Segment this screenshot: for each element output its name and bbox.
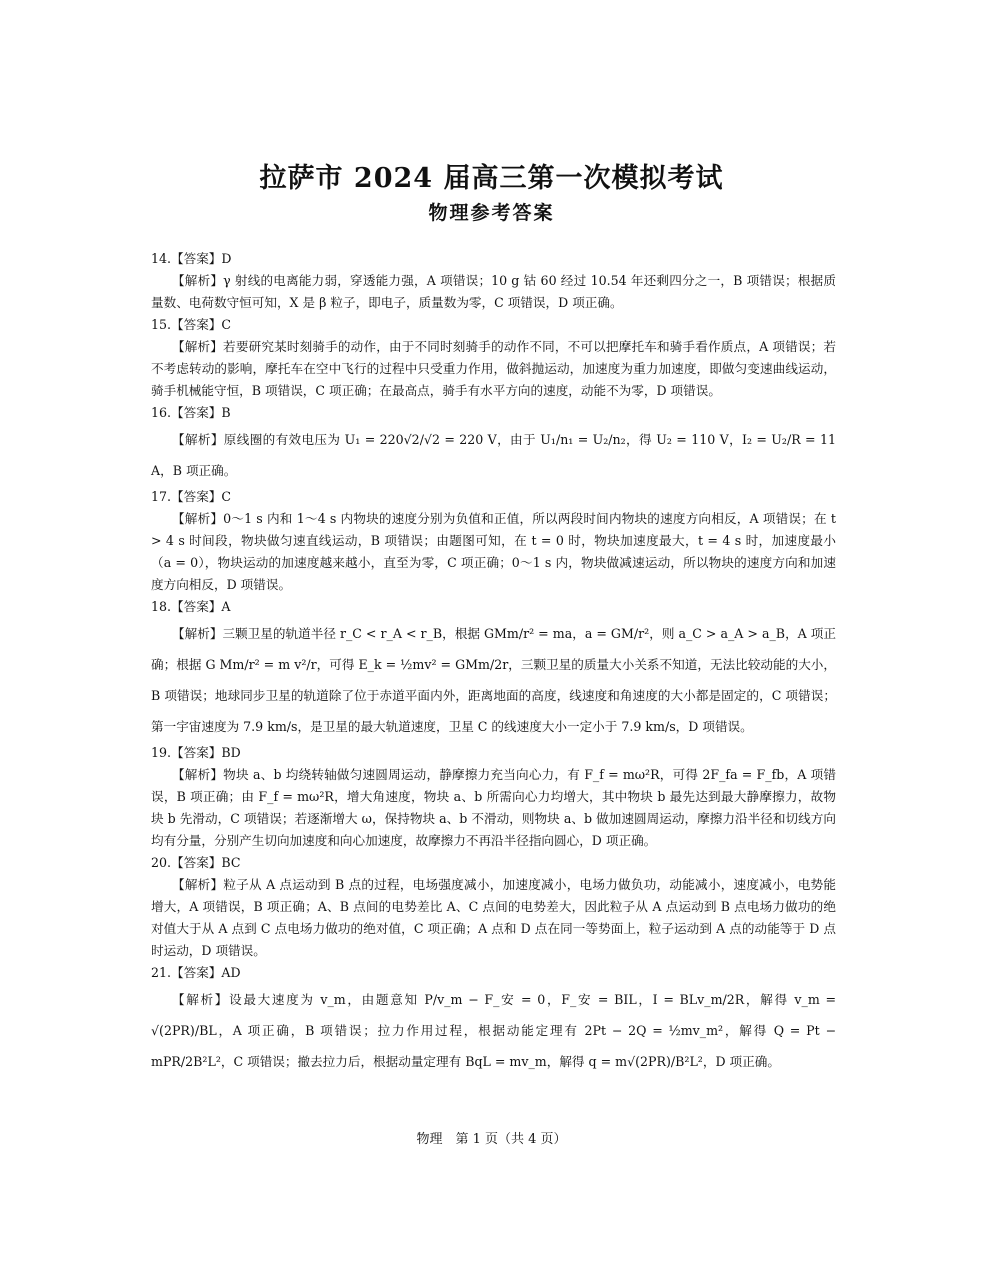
answer-line: 20.【答案】BC bbox=[151, 855, 241, 870]
page-title: 拉萨市 2024 届高三第一次模拟考试 bbox=[259, 163, 724, 194]
answer-line: 15.【答案】C bbox=[151, 317, 232, 332]
answer-list bbox=[151, 248, 836, 1077]
answer-line: 17.【答案】C bbox=[151, 489, 232, 504]
answer-item-20 bbox=[151, 852, 836, 962]
answer-line: 21.【答案】AD bbox=[151, 965, 241, 980]
explanation-text: 【解析】γ 射线的电离能力弱，穿透能力强，A 项错误；10 g 钴 60 经过 10.54 年还剩四分之一，B 项错误；根据质量数、电荷数守恒可知，X 是 β 粒子，即电子，质量数为零，C 项错误，D 项正确。 bbox=[151, 273, 836, 310]
explanation-text: 【解析】原线圈的有效电压为 U₁ = 220√2/√2 = 220 V，由于 U₁/n₁ = U₂/n₂，得 U₂ = 110 V，I₂ = U₂/R = 11 A，B 项正确。 bbox=[151, 432, 836, 478]
answer-item-15 bbox=[151, 314, 836, 402]
page-subtitle: 物理参考答案 bbox=[428, 202, 555, 224]
page-footer: 物理 第 1 页（共 4 页） bbox=[416, 1132, 567, 1147]
answer-item-21 bbox=[151, 962, 836, 1077]
answer-line: 14.【答案】D bbox=[151, 251, 232, 266]
answer-item-17 bbox=[151, 486, 836, 596]
explanation-text: 【解析】若要研究某时刻骑手的动作，由于不同时刻骑手的动作不同，不可以把摩托车和骑手看作质点，A 项错误；若不考虑转动的影响，摩托车在空中飞行的过程中只受重力作用，做斜抛运动，加速度为重力加速度，即做匀变速曲线运动，骑手机械能守恒，B 项错误，C 项正确；在最高点，骑手有水平方向的速度，动能不为零，D 项错误。 bbox=[151, 339, 836, 398]
answer-item-16 bbox=[151, 402, 836, 486]
explanation-text: 【解析】设最大速度为 v_m，由题意知 P/v_m − F_安 = 0，F_安 = BIL，I = BLv_m/2R，解得 v_m = √(2PR)/BL，A 项正确，B 项错误；拉力作用过程，根据动能定理有 2Pt − 2Q = ½mv_m²，解得 Q = Pt − mPR/2B²L²，C 项错误；撤去拉力后，根据动量定理有 BqL = mv_m，解得 q = m√(2PR)/B²L²，D 项正确。 bbox=[151, 992, 836, 1069]
explanation-text: 【解析】粒子从 A 点运动到 B 点的过程，电场强度减小，加速度减小，电场力做负功，动能减小，速度减小，电势能增大，A 项错误，B 项正确；A、B 点间的电势差比 A、C 点间的电势差大，因此粒子从 A 点运动到 B 点电场力做功的绝对值大于从 A 点到 C 点电场力做功的绝对值，C 项正确；A 点和 D 点在同一等势面上，粒子运动到 A 点的动能等于 D 点时运动，D 项错误。 bbox=[151, 877, 836, 958]
answer-line: 18.【答案】A bbox=[151, 599, 231, 614]
answer-item-19 bbox=[151, 742, 836, 852]
explanation-text: 【解析】0～1 s 内和 1～4 s 内物块的速度分别为负值和正值，所以两段时间内物块的速度方向相反，A 项错误；在 t > 4 s 时间段，物块做匀速直线运动，B 项错误；由题图可知，在 t = 0 时，物块加速度最大，t = 4 s 时，加速度最小（a = 0），物块运动的加速度越来越小，直至为零，C 项正确；0～1 s 内，物块做减速运动，所以物块的速度方向和加速度方向相反，D 项错误。 bbox=[151, 511, 836, 592]
explanation-text: 【解析】物块 a、b 均绕转轴做匀速圆周运动，静摩擦力充当向心力，有 F_f = mω²R，可得 2F_fa = F_fb，A 项错误，B 项正确；由 F_f = mω²R，增大角速度，物块 a、b 所需向心力均增大，其中物块 b 最先达到最大静摩擦力，故物块 b 先滑动，C 项错误；若逐渐增大 ω，保持物块 a、b 不滑动，则物块 a、b 做加速圆周运动，摩擦力沿半径和切线方向均有分量，分别产生切向加速度和向心加速度，故摩擦力不再沿半径指向圆心，D 项正确。 bbox=[151, 767, 836, 848]
answer-line: 16.【答案】B bbox=[151, 405, 231, 420]
explanation-text: 【解析】三颗卫星的轨道半径 r_C < r_A < r_B，根据 GMm/r² = ma，a = GM/r²，则 a_C > a_A > a_B，A 项正确；根据 G Mm/r² = m v²/r，可得 E_k = ½mv² = GMm/2r，三颗卫星的质量大小关系不知道，无法比较动能的大小，B 项错误；地球同步卫星的轨道除了位于赤道平面内外，距离地面的高度，线速度和角速度的大小都是固定的，C 项错误；第一宇宙速度为 7.9 km/s，是卫星的最大轨道速度，卫星 C 的线速度大小一定小于 7.9 km/s，D 项错误。 bbox=[151, 626, 836, 734]
answer-line: 19.【答案】BD bbox=[151, 745, 241, 760]
answer-item-14 bbox=[151, 248, 836, 314]
answer-item-18 bbox=[151, 596, 836, 742]
